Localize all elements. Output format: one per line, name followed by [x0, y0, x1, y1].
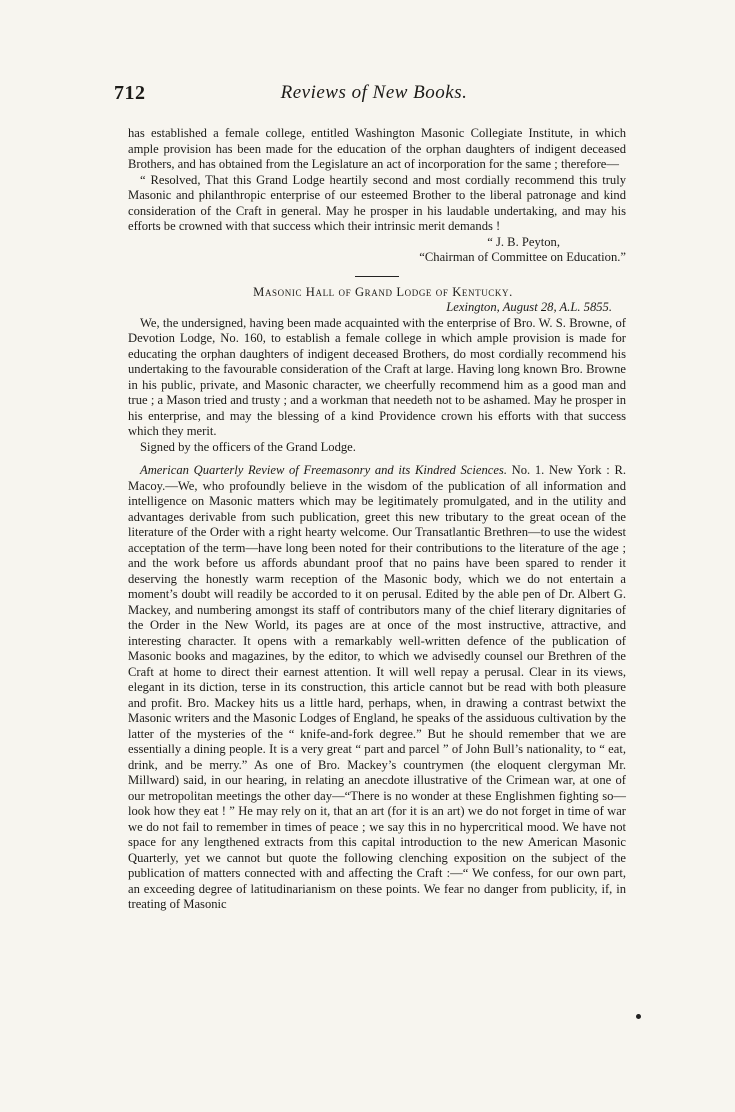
paragraph-spacer — [128, 455, 626, 463]
running-title: Reviews of New Books. — [280, 82, 468, 103]
resolution-paragraph: “ Resolved, That this Grand Lodge heartily second and most cordially recommend this truly Masonic and philanthropic enterprise of our esteemed Brother to the liberal patronage and kind consideration of the Craft in general. May he prosper in his laudable undertaking, and may his efforts be crowned with that success which their intrinsic merit demands ! — [128, 172, 626, 233]
margin-bullet — [636, 1014, 641, 1019]
body-text — [128, 126, 626, 913]
signed-line: Signed by the officers of the Grand Lodge. — [140, 439, 356, 454]
dateline — [128, 300, 626, 316]
intro-paragraph: has established a female college, entitled Washington Masonic Collegiate Institute, in which ample provision has been made for the education of the orphan daughters of indigent deceased Brothers, and has obtained from the Legislature an act of incorporation for the same ; therefore— — [128, 126, 626, 171]
page-header — [114, 82, 634, 108]
review-paragraph — [128, 463, 626, 913]
page-number: 712 — [114, 82, 146, 104]
endorsement-paragraph: We, the undersigned, having been made acquainted with the enterprise of Bro. W. S. Browne, of Devotion Lodge, No. 160, to establish a female college in which ample provision is made for educating the orphan daughters of indigent deceased Brothers, do most cordially recommend his undertaking to the favourable consideration of the Craft at large. Having long known Bro. Browne in his public, private, and Masonic character, we cheerfully recommend him as a good man and true ; a Mason tried and trusty ; and a workman that needeth not to be ashamed. May he prosper in his enterprise, and may the blessing of a kind Providence crown his efforts with that success which they merit. — [128, 315, 626, 438]
signature-title: “Chairman of Committee on Education.” — [419, 250, 626, 264]
section-heading: Masonic Hall of Grand Lodge of Kentucky. — [253, 284, 513, 299]
review-text: No. 1. New York : R. Macoy.—We, who profoundly believe in the wisdom of the publication of all information and intelligence on Masonic matters which may be legitimately promulgated, and in the utility and advantages derivable from such publication, greet this new tributary to the great ocean of the literature of the Order with a right hearty welcome. Our Transatlantic Brethren—to use the widest acceptation of the term—have long been noted for their contributions to the literature of the age ; and the work before us affords abundant proof that no pains have been spared to render it deserving the honestly warm reception of the Masonic body, which we do not entertain a moment’s doubt will readily be accorded to it on perusal. Edited by the able pen of Dr. Albert G. Mackey, and numbering amongst its staff of contributors many of the chief literary dignitaries of the Order in the New World, its pages are at once of the most instructive, attractive, and interesting character. It opens with a remarkably well-written defence of the publication of Masonic books and magazines, by the editor, to which we advisedly counsel our Brethren of the Craft at home to direct their earnest attention. It will well repay a perusal. Clear in its views, elegant in its diction, terse in its construction, this article cannot but be read with both pleasure and profit. Bro. Mackey hits us a little hard, perhaps, when, in drawing a contrast betwixt the Masonic writers and the Masonic Lodges of England, he speaks of the assiduous cultivation by the latter of the mysteries of the “ knife-and-fork degree.” But he should remember that we are essentially a dining people. It is a very great “ part and parcel ” of John Bull’s nationality, to “ eat, drink, and be merry.” As one of Bro. Mackey’s countrymen (the eloquent clergyman Mr. Millward) said, in our hearing, in relating an anecdote illustrative of the Crimean war, at one of our metropolitan meetings the other day—“There is no wonder at these Englishmen fighting so—look how they eat ! ” He may rely on it, that an art (for it is an art) we do not forget in time of war we do not fail to remember in times of peace ; we say this in no hypercritical mood. We have not space for any lengthened extracts from this capital introduction to the new American Masonic Quarterly, yet we cannot but quote the following clenching exposition on the subject of the publication of matters connected with and affecting the Craft :—“ We confess, for our own part, an exceeding degree of latitudinarianism on these points. We fear no danger from publicity, if, in treating of Masonic — [128, 463, 626, 911]
review-title: American Quarterly Review of Freemasonry and its Kindred Sciences. — [140, 463, 507, 477]
signature: “ J. B. Peyton, — [487, 234, 560, 249]
section-divider — [355, 276, 399, 277]
dateline-text: Lexington, August 28, A.L. 5855. — [446, 300, 612, 314]
